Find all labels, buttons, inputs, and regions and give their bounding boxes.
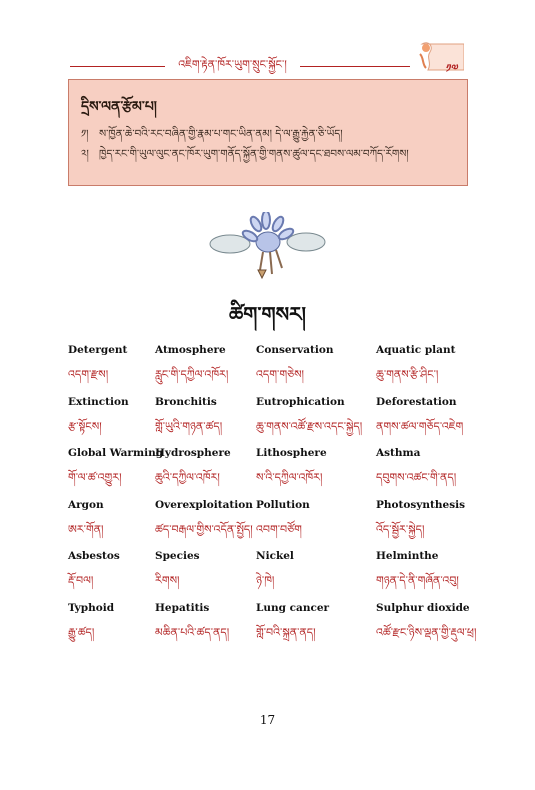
- running-title: འཇིག་རྟེན་ཁོར་ཡུག་སྲུང་སྐྱོང་།: [178, 58, 287, 71]
- term-tibetan: རྡོ་བལ།: [68, 574, 94, 587]
- decorative-illustration: [208, 212, 328, 282]
- question-text: ས་ཁྱོན་ཆེ་བའི་རང་བཞིན་གྱི་རྣམ་པ་གང་ཡིན་ནམ། དེ་ལ་རྒྱུ་རྐྱེན་ཅི་ཡོད།: [99, 128, 343, 140]
- glossary-entry: [256, 499, 310, 548]
- term-english: Asbestos: [68, 550, 120, 562]
- glossary-entry: [376, 344, 455, 393]
- term-english: Hepatitis: [155, 601, 210, 614]
- term-english: Deforestation: [376, 395, 457, 408]
- term-tibetan: འབག་བཙོག: [256, 522, 302, 536]
- term-tibetan: ས་འི་དཀྱིལ་འཁོར།: [256, 471, 323, 484]
- glossary-entry: [256, 344, 334, 393]
- glossary-entry: [68, 602, 114, 651]
- glossary-entry: [376, 602, 476, 651]
- glossary-entry: [256, 396, 362, 445]
- glossary-entry: [68, 344, 127, 393]
- term-tibetan: ཆུའི་དཀྱིལ་འཁོར།: [155, 471, 220, 484]
- term-tibetan: འོད་སྦྱོར་སྐྱེད།: [376, 522, 425, 536]
- term-english: Detergent: [68, 344, 128, 356]
- glossary-entry: [376, 499, 465, 548]
- term-tibetan: འདག་རྫས།: [68, 368, 109, 381]
- term-english: Eutrophication: [256, 395, 345, 408]
- glossary-title: ཚིག་གསར།: [229, 302, 306, 326]
- glossary-entry: [155, 550, 200, 599]
- glossary-row: [68, 499, 488, 551]
- glossary-entry: [256, 602, 329, 651]
- term-tibetan: ཚད་བརྒལ་གྱིས་འདོན་སྤྱོད།: [155, 522, 253, 536]
- glossary-entry: [155, 602, 229, 651]
- term-tibetan: རླུང་གི་དཀྱིལ་འཁོར།: [155, 368, 229, 381]
- term-english: Atmosphere: [155, 344, 226, 356]
- term-english: Pollution: [256, 498, 310, 511]
- question-item: [81, 143, 409, 172]
- glossary-row: [68, 396, 488, 448]
- glossary-row: [68, 344, 488, 396]
- glossary-row: [68, 602, 488, 654]
- term-english: Conservation: [256, 344, 334, 356]
- page-number: 17: [259, 713, 276, 727]
- glossary-entry: [68, 499, 104, 548]
- question-text: ཁྱེད་རང་གི་ཡུལ་ལུང་ནང་ཁོར་ཡུག་གནོད་སྐྱོན་གྱི་གནས་ཚུལ་དང་ཐབས་ལམ་བཀོད་རོགས།: [99, 148, 409, 160]
- term-tibetan: ཆུ་གནས་འཚོ་རྫས་འདང་སྐྱེད།: [256, 419, 363, 433]
- term-tibetan: འདག་གཅེས།: [256, 368, 304, 381]
- header-rule-left: [70, 66, 165, 67]
- glossary-entry: [376, 447, 456, 496]
- term-tibetan: གཉན་དེ་ནི་གཞོན་འབུ།: [376, 574, 459, 587]
- glossary-row: [68, 447, 488, 499]
- term-tibetan: ནགས་ཚལ་གཅོད་འཇེག: [376, 419, 464, 433]
- page-tab-number: ༡༧: [446, 62, 459, 75]
- term-tibetan: རྒྱུ་ཚད།: [68, 625, 95, 639]
- term-tibetan: མཆིན་པའི་ཚད་ནད།: [155, 625, 230, 639]
- glossary-entry: [155, 499, 253, 548]
- header-rule-right: [300, 66, 410, 67]
- term-english: Nickel: [256, 550, 294, 562]
- term-english: Overexploitation: [155, 498, 253, 511]
- glossary-entry: [155, 447, 231, 496]
- glossary-entry: [155, 396, 222, 445]
- term-english: Lung cancer: [256, 601, 330, 614]
- term-tibetan: ཆུ་གནས་རྩི་ཤིང་།: [376, 368, 439, 381]
- glossary-row: [68, 550, 488, 602]
- term-tibetan: གོ་ལ་ཚ་འགྱུར།: [68, 471, 122, 484]
- term-english: Hydrosphere: [155, 447, 231, 459]
- term-tibetan: ཉེ་ཁེ།: [256, 574, 275, 587]
- term-english: Sulphur dioxide: [376, 601, 470, 614]
- glossary-entry: [68, 396, 129, 445]
- glossary-entry: [68, 447, 163, 496]
- term-english: Argon: [68, 498, 104, 511]
- term-english: Asthma: [376, 447, 421, 459]
- term-tibetan: རྩ་སྟོངས།: [68, 419, 102, 433]
- glossary-entry: [376, 550, 459, 599]
- question-number: ༡།: [81, 128, 89, 140]
- term-tibetan: གློ་ཡུའི་གཉན་ཚད།: [155, 419, 223, 433]
- term-english: Lithosphere: [256, 447, 327, 459]
- term-english: Helminthe: [376, 550, 439, 562]
- term-tibetan: འཚོ་རྫང་ཉིས་ལྡན་གྱི་རྡུལ་ཕྲ།: [376, 625, 477, 639]
- term-english: Species: [155, 550, 200, 562]
- glossary-entry: [155, 344, 228, 393]
- term-tibetan: དབུགས་འཚང་གི་ནད།: [376, 471, 457, 484]
- glossary-grid: [68, 344, 488, 653]
- glossary-entry: [376, 396, 463, 445]
- term-english: Extinction: [68, 395, 129, 408]
- question-number: ༢།: [81, 148, 89, 160]
- question-box: [68, 79, 468, 186]
- term-tibetan: རིགས།: [155, 574, 180, 587]
- term-english: Photosynthesis: [376, 498, 466, 511]
- term-english: Global Warming: [68, 447, 164, 459]
- term-english: Bronchitis: [155, 395, 217, 408]
- glossary-entry: [256, 550, 294, 599]
- term-english: Typhoid: [68, 601, 115, 614]
- term-tibetan: ཨར་གོན།: [68, 522, 104, 536]
- glossary-entry: [68, 550, 120, 599]
- question-box-title: དྲིས་ལན་རྩོམ་པ།: [81, 99, 157, 115]
- term-english: Aquatic plant: [376, 344, 456, 356]
- glossary-entry: [256, 447, 327, 496]
- term-tibetan: གློ་བའི་སྐྲན་ནད།: [256, 625, 316, 639]
